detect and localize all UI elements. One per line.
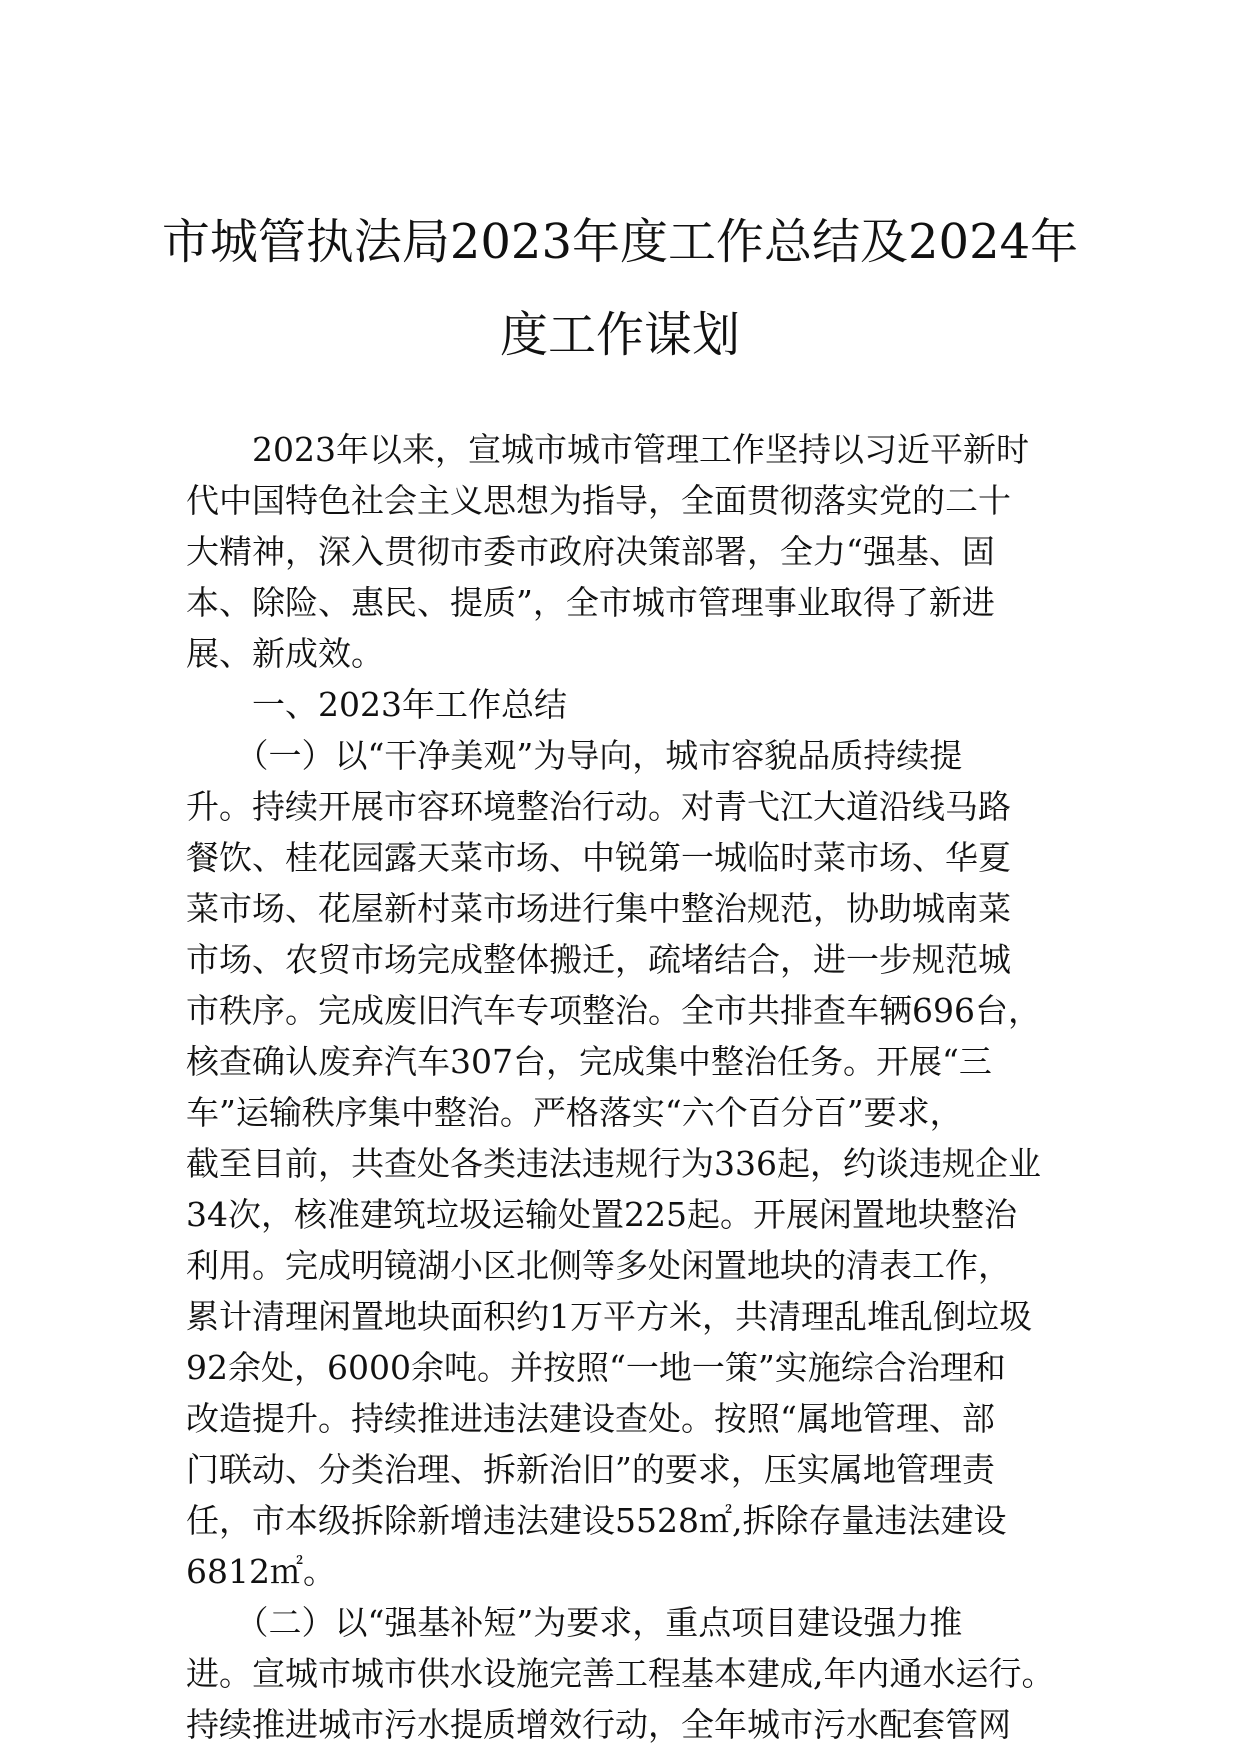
body-text-line: 持续推进城市污水提质增效行动，全年城市污水配套管网	[186, 1705, 1011, 1744]
body-text-line: 进。宣城市城市供水设施完善工程基本建成,年内通水运行。	[186, 1654, 1055, 1693]
body-text-line: 6812㎡。	[186, 1552, 336, 1591]
body-text-line: 累计清理闲置地块面积约1万平方米，共清理乱堆乱倒垃圾	[186, 1297, 1032, 1336]
document-title-line-2: 度工作谋划	[499, 307, 740, 363]
body-text-line: 市场、农贸市场完成整体搬迁，疏堵结合，进一步规范城	[186, 940, 1011, 979]
body-text-line: 2023年以来，宣城市城市管理工作坚持以习近平新时	[186, 430, 1029, 469]
body-text-line: 改造提升。持续推进违法建设查处。按照“属地管理、部	[186, 1399, 995, 1438]
document-title-line-1: 市城管执法局2023年度工作总结及2024年	[161, 214, 1079, 270]
body-text-line: 车”运输秩序集中整治。严格落实“六个百分百”要求，	[186, 1093, 963, 1132]
body-text-line: 市秩序。完成废旧汽车专项整治。全市共排查车辆696台，	[186, 991, 1041, 1030]
body-text-line: 大精神，深入贯彻市委市政府决策部署，全力“强基、固	[186, 532, 995, 571]
subsection-heading-line: （二）以“强基补短”为要求，重点项目建设强力推	[186, 1603, 963, 1642]
body-text-line: 升。持续开展市容环境整治行动。对青弋江大道沿线马路	[186, 787, 1011, 826]
body-text-line: 本、除险、惠民、提质”，全市城市管理事业取得了新进	[186, 583, 995, 622]
subsection-heading-line: （一）以“干净美观”为导向，城市容貌品质持续提	[186, 736, 963, 775]
body-text-line: 核查确认废弃汽车307台，完成集中整治任务。开展“三	[186, 1042, 992, 1081]
body-text-line: 门联动、分类治理、拆新治旧”的要求，压实属地管理责	[186, 1450, 995, 1489]
body-text-line: 餐饮、桂花园露天菜市场、中锐第一城临时菜市场、华夏	[186, 838, 1011, 877]
body-text-line: 截至目前，共查处各类违法违规行为336起，约谈违规企业	[186, 1144, 1041, 1183]
body-text-line: 任，市本级拆除新增违法建设5528㎡,拆除存量违法建设	[186, 1501, 1007, 1540]
body-text-line: 92余处，6000余吨。并按照“一地一策”实施综合治理和	[186, 1348, 1006, 1387]
body-text-line: 利用。完成明镜湖小区北侧等多处闲置地块的清表工作，	[186, 1246, 1011, 1285]
body-text-line: 菜市场、花屋新村菜市场进行集中整治规范，协助城南菜	[186, 889, 1011, 928]
body-text-line: 34次，核准建筑垃圾运输处置225起。开展闲置地块整治	[186, 1195, 1017, 1234]
section-heading: 一、2023年工作总结	[186, 685, 567, 724]
body-text-line: 代中国特色社会主义思想为指导，全面贯彻落实党的二十	[186, 481, 1011, 520]
body-text-line: 展、新成效。	[186, 634, 384, 673]
